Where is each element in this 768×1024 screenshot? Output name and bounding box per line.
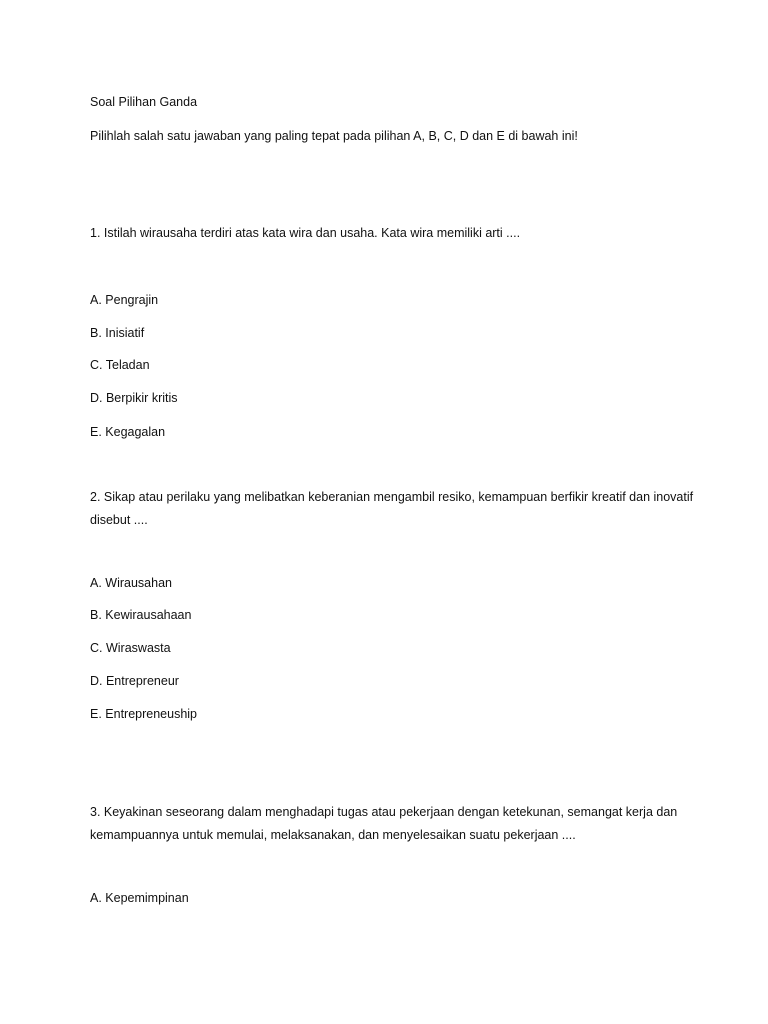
question-1-text: 1. Istilah wirausaha terdiri atas kata wira dan usaha. Kata wira memiliki arti .... bbox=[90, 226, 521, 240]
question-1-option-b: B. Inisiatif bbox=[90, 326, 145, 340]
question-2-option-c: C. Wiraswasta bbox=[90, 641, 171, 655]
question-2-option-e: E. Entrepreneuship bbox=[90, 707, 198, 721]
question-1-option-c: C. Teladan bbox=[90, 358, 150, 372]
question-1-option-a: A. Pengrajin bbox=[90, 293, 159, 307]
document-title: Soal Pilihan Ganda bbox=[90, 95, 198, 109]
question-2-option-d: D. Entrepreneur bbox=[90, 674, 179, 688]
question-1-option-d: D. Berpikir kritis bbox=[90, 391, 178, 405]
instruction-text: Pilihlah salah satu jawaban yang paling tepat pada pilihan A, B, C, D dan E di bawah ini! bbox=[90, 129, 578, 143]
question-3-text: 3. Keyakinan seseorang dalam menghadapi tugas atau pekerjaan dengan ketekunan, semangat kerja dan kemampuannya untuk memulai, melaksanakan, dan menyelesaikan suatu pekerjaan .... bbox=[90, 805, 678, 842]
question-2-option-a: A. Wirausahan bbox=[90, 576, 172, 590]
question-3-option-a: A. Kepemimpinan bbox=[90, 891, 189, 905]
question-2-text: 2. Sikap atau perilaku yang melibatkan keberanian mengambil resiko, kemampuan berfikir kreatif dan inovatif disebut .... bbox=[90, 490, 694, 527]
question-1-option-e: E. Kegagalan bbox=[90, 425, 166, 439]
question-2-option-b: B. Kewirausahaan bbox=[90, 608, 192, 622]
